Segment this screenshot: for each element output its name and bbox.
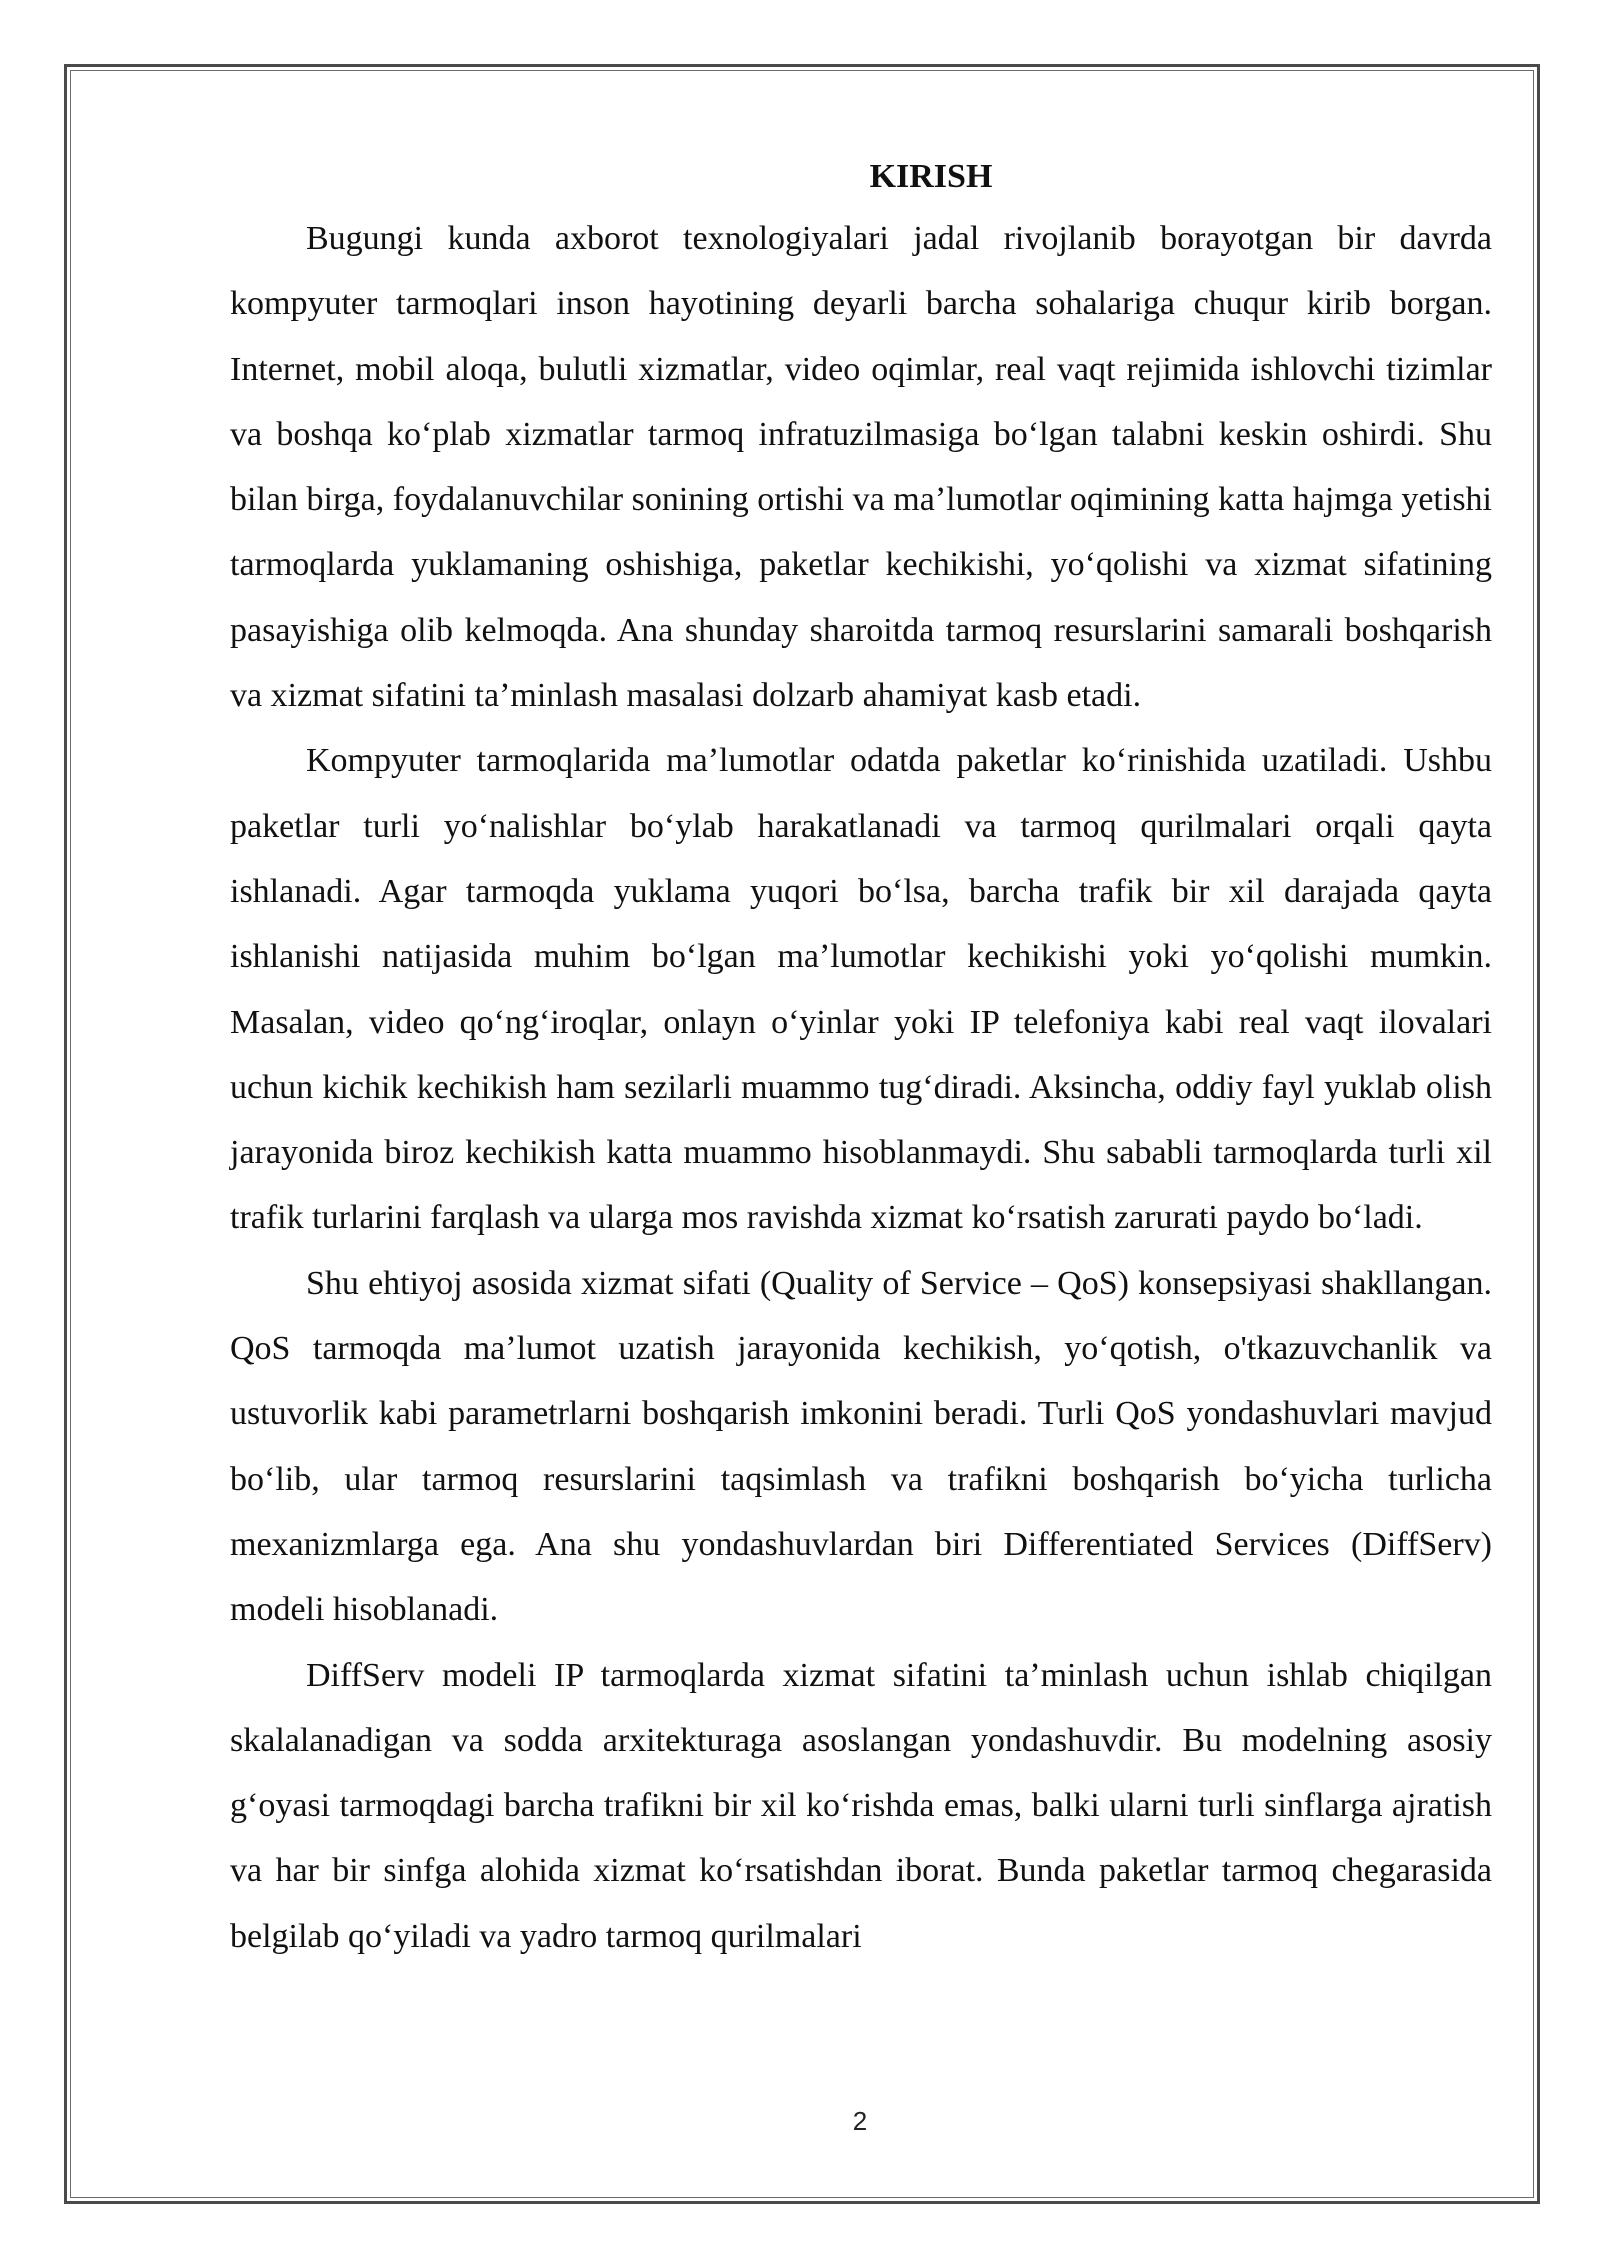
paragraph-3: Shu ehtiyoj asosida xizmat sifati (Quality of Service – QoS) konsepsiyasi shakllangan. QoS tarmoqda maʼlumot uzatish jarayonida kechikish, yoʻqotish, o'tkazuvchanlik va ustuvorlik kabi parametrlarni boshqarish imkonini beradi. Turli QoS yondashuvlari mavjud boʻlib, ular tarmoq resurslarini taqsimlash va trafikni boshqarish boʻyicha turlicha mexanizmlarga ega. Ana shu yondashuvlardan biri Differentiated Services (DiffServ) modeli hisoblanadi. <box>230 1264 1492 1629</box>
paragraph-2: Kompyuter tarmoqlarida maʼlumotlar odatda paketlar koʻrinishida uzatiladi. Ushbu paketlar turli yoʻnalishlar boʻylab harakatlanadi va tarmoq qurilmalari orqali qayta ishlanadi. Agar tarmoqda yuklama yuqori boʻlsa, barcha trafik bir xil darajada qayta ishlanishi natijasida muhim boʻlgan maʼlumotlar kechikishi yoki yoʻqolishi mumkin. Masalan, video qoʻngʻiroqlar, onlayn oʻyinlar yoki IP telefoniya kabi real vaqt ilovalari uchun kichik kechikish ham sezilarli muammo tugʻdiradi. Aksincha, oddiy fayl yuklab olish jarayonida biroz kechikish katta muammo hisoblanmaydi. Shu sababli tarmoqlarda turli xil trafik turlarini farqlash va ularga mos ravishda xizmat koʻrsatish zarurati paydo boʻladi. <box>230 742 1492 1237</box>
section-title: KIRISH <box>869 158 993 195</box>
paragraph-1: Bugungi kunda axborot texnologiyalari jadal rivojlanib borayotgan bir davrda kompyuter tarmoqlari inson hayotining deyarli barcha sohalariga chuqur kirib borgan. Internet, mobil aloqa, bulutli xizmatlar, video oqimlar, real vaqt rejimida ishlovchi tizimlar va boshqa koʻplab xizmatlar tarmoq infratuzilmasiga boʻlgan talabni keskin oshirdi. Shu bilan birga, foydalanuvchilar sonining ortishi va maʼlumotlar oqimining katta hajmga yetishi tarmoqlarda yuklamaning oshishiga, paketlar kechikishi, yoʻqolishi va xizmat sifatining pasayishiga olib kelmoqda. Ana shunday sharoitda tarmoq resurslarini samarali boshqarish va xizmat sifatini taʼminlash masalasi dolzarb ahamiyat kasb etadi. <box>230 220 1492 715</box>
paragraph-4: DiffServ modeli IP tarmoqlarda xizmat sifatini taʼminlash uchun ishlab chiqilgan skalalanadigan va sodda arxitekturaga asoslangan yondashuvdir. Bu modelning asosiy gʻoyasi tarmoqdagi barcha trafikni bir xil koʻrishda emas, balki ularni turli sinflarga ajratish va har bir sinfga alohida xizmat koʻrsatishdan iborat. Bunda paketlar tarmoq chegarasida belgilab qoʻyiladi va yadro tarmoq qurilmalari <box>230 1656 1492 1955</box>
page-number: 2 <box>852 2106 868 2136</box>
page-body <box>230 148 1492 1969</box>
